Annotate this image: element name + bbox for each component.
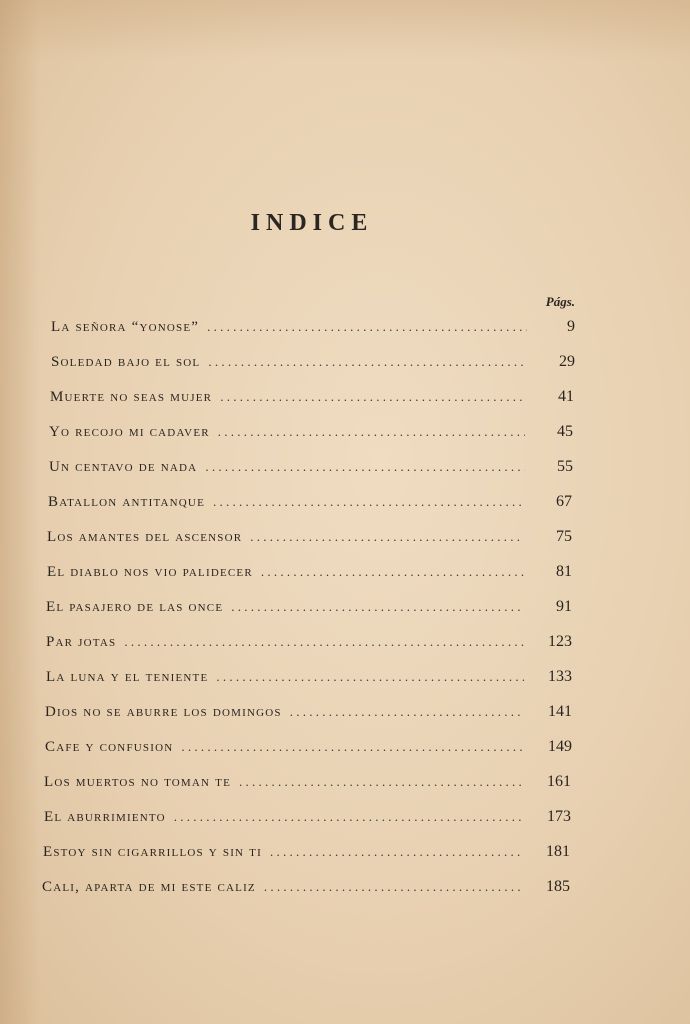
toc-entry-title: Los muertos no toman te [44,774,231,790]
toc-entry [47,563,572,587]
toc-entry-title: Muerte no seas mujer [50,389,213,405]
toc-entry-page: 141 [548,703,572,720]
leader-dots [250,529,524,545]
page-shadow-top [0,0,690,60]
toc-entry-title: Un centavo de nada [49,459,198,475]
toc-entry-page: 149 [548,738,572,755]
toc-entry [49,458,573,482]
toc-entry-page: 55 [557,458,573,475]
leader-dots [124,634,524,650]
toc-entry-title: Dios no se aburre los domingos [45,704,282,720]
toc-entry-page: 29 [559,353,575,370]
toc-entry [46,633,572,657]
toc-entry [49,423,573,447]
toc-entry [47,528,572,552]
toc-entry-title: El pasajero de las once [46,599,224,615]
toc-entry-title: Los amantes del ascensor [47,529,243,545]
toc-entry [44,773,571,797]
toc-entry [45,703,572,727]
leader-dots [213,494,524,510]
toc-entry-title: Batallon antitanque [48,494,205,510]
leader-dots [231,599,524,615]
toc-entry [43,843,570,867]
toc-entry-page: 9 [567,318,575,335]
page-title: INDICE [250,210,374,236]
toc-entry [45,738,572,762]
toc-entry-title: La señora “yonose” [51,319,200,335]
toc-entry [50,388,574,412]
leader-dots [207,319,527,335]
page-shadow-left [0,0,40,1024]
toc-entry-title: Par jotas [46,634,117,650]
toc-entry-page: 45 [557,423,573,440]
leader-dots [261,564,524,580]
toc-entry-title: Cali, aparta de mi este caliz [42,879,256,895]
leader-dots [174,809,523,825]
toc-entry-page: 181 [546,843,570,860]
toc-entry [42,878,570,902]
toc-entry-page: 161 [547,773,571,790]
toc-entry [48,493,572,517]
leader-dots [220,389,526,405]
toc-entry-title: Estoy sin cigarrillos y sin ti [43,844,262,860]
toc-entry-page: 91 [556,598,572,615]
leader-dots [290,704,524,720]
toc-entry-page: 81 [556,563,572,580]
toc-entry-page: 185 [546,878,570,895]
leader-dots [205,459,525,475]
toc-entry-title: Soledad bajo el sol [51,354,201,370]
pages-column-label: Págs. [545,294,575,309]
toc-entry-page: 75 [556,528,572,545]
toc-entry-page: 133 [548,668,572,685]
toc-entry-page: 67 [556,493,572,510]
toc-entry-page: 173 [547,808,571,825]
toc-entry [51,318,575,342]
leader-dots [264,879,522,895]
toc-entry-title: El aburrimiento [44,809,166,825]
leader-dots [239,774,523,790]
toc-entry-title: El diablo nos vio palidecer [47,564,253,580]
toc-entry [44,808,571,832]
toc-entry-title: Yo recojo mi cadaver [49,424,210,440]
leader-dots [216,669,524,685]
leader-dots [270,844,522,860]
toc-entry [46,668,572,692]
leader-dots [181,739,524,755]
leader-dots [208,354,527,370]
toc-entry [51,353,575,377]
toc-entry-page: 123 [548,633,572,650]
toc-entry-title: Cafe y confusion [45,739,174,755]
toc-entry-title: La luna y el teniente [46,669,209,685]
toc-entry [46,598,572,622]
leader-dots [218,424,525,440]
toc-entry-page: 41 [558,388,574,405]
